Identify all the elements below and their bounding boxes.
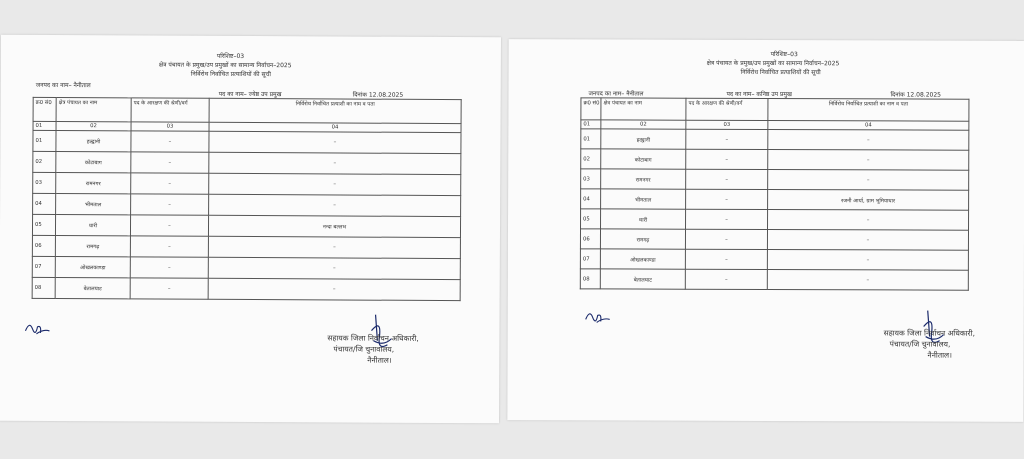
category-cell: – (131, 152, 209, 173)
serial-number-cell: 05 (32, 214, 55, 235)
block-name-cell: धारी (55, 214, 130, 235)
serial-number-cell: 08 (580, 269, 600, 289)
column-number: 02 (56, 121, 131, 130)
block-name-cell: रामगढ़ (55, 235, 130, 256)
candidate-name-cell: नन्दा बल्लभ (208, 215, 460, 237)
serial-number-cell: 01 (581, 129, 601, 149)
block-name-cell: बेतालघाट (55, 277, 130, 298)
block-name-cell: हल्द्वानी (601, 129, 686, 149)
column-number: 04 (209, 122, 461, 132)
table-row (33, 151, 461, 174)
header-serial-number: क्र0 सं0 (581, 98, 601, 120)
candidate-name-cell: – (767, 230, 968, 251)
candidate-name-cell: – (208, 278, 460, 300)
block-name-cell: हल्द्वानी (56, 130, 131, 151)
candidate-name-cell: – (209, 194, 461, 216)
post-name: पद का नाम– ज्येष्ठ उप प्रमुख (218, 90, 282, 99)
table-row (32, 235, 460, 258)
table-row (581, 149, 969, 170)
serial-number-cell: 07 (32, 256, 55, 277)
signature-place: नैनीताल। (367, 355, 392, 365)
district-name: जनपद का नाम– नैनीताल (588, 90, 644, 98)
serial-number-cell: 06 (580, 229, 600, 249)
table-row (580, 269, 968, 290)
category-cell: – (130, 257, 208, 278)
block-name-cell: रामगढ़ (600, 229, 685, 249)
table-header-row (581, 98, 969, 121)
candidate-name-cell: – (767, 270, 968, 291)
appendix-label: परिशिष्ट–03 (770, 51, 798, 59)
candidate-name-cell: – (209, 131, 461, 153)
block-name-cell: कोटाबाग (601, 149, 686, 169)
block-name-cell: रामनगर (56, 172, 131, 193)
serial-number-cell: 06 (32, 235, 55, 256)
table-row (32, 214, 460, 237)
column-number: 02 (601, 120, 686, 129)
header-reservation-category: पद के आरक्षण की श्रेणी/वर्ग (686, 98, 768, 120)
block-name-cell: रामनगर (601, 169, 686, 189)
category-cell: – (686, 149, 768, 169)
category-cell: – (130, 236, 208, 257)
header-serial-number: क्र0 सं0 (33, 97, 56, 121)
table-row (33, 193, 461, 216)
table-row (581, 189, 969, 210)
category-cell: – (686, 129, 768, 149)
appendix-label: परिशिष्ट–03 (216, 52, 245, 60)
document-date: दिनांक 12.08.2025 (890, 91, 941, 99)
initials-scribble (23, 317, 53, 341)
block-name-cell: ओखलकाण्डा (55, 256, 130, 277)
header-block-name: क्षेत्र पंचायत का नाम (601, 98, 686, 120)
serial-number-cell: 07 (580, 249, 600, 269)
table-row (580, 249, 968, 270)
serial-number-cell: 03 (581, 169, 601, 189)
block-name-cell: कोटाबाग (56, 151, 131, 172)
post-name: पद का नाम– कनिष्ठ उप प्रमुख (726, 90, 792, 99)
category-cell: – (685, 229, 767, 249)
signature-designation: सहायक जिला निर्वाचन अधिकारी, (883, 328, 975, 338)
category-cell: – (686, 169, 768, 189)
category-cell: – (130, 215, 208, 236)
header-candidate-name: निर्विरोध निर्वाचित प्रत्याशी का नाम व पता (209, 98, 461, 123)
document-page-left (0, 35, 501, 424)
block-name-cell: भीमताल (601, 189, 686, 209)
column-number: 03 (686, 120, 768, 129)
table-row (33, 130, 461, 153)
document-date: दिनांक 12.08.2025 (352, 91, 404, 99)
candidate-name-cell: – (768, 170, 969, 191)
serial-number-cell: 08 (32, 277, 55, 298)
candidate-name-cell: – (209, 152, 461, 174)
header-candidate-name: निर्विरोध निर्वाचित प्रत्याशी का नाम व पता (768, 99, 969, 122)
category-cell: – (685, 269, 767, 289)
category-cell: – (131, 194, 209, 215)
document-title: क्षेत्र पंचायत के प्रमुख/उप प्रमुखों का सामान्य निर्वाचन–2025 (158, 61, 292, 70)
signature-designation: सहायक जिला निर्वाचन अधिकारी, (327, 333, 419, 343)
category-cell: – (131, 131, 209, 152)
candidate-name-cell: – (209, 173, 461, 195)
candidates-table (32, 97, 462, 301)
table-row (33, 172, 461, 195)
column-number: 01 (33, 121, 56, 130)
block-name-cell: भीमताल (56, 193, 131, 214)
block-name-cell: बेतालघाट (600, 269, 685, 289)
table-row (580, 229, 968, 250)
table-row (581, 169, 969, 190)
column-number: 01 (581, 120, 601, 129)
signature-office: पंचायत/जि चुनावालय, (333, 344, 395, 354)
table-row (32, 277, 460, 300)
candidate-name-cell: – (768, 210, 969, 231)
column-number: 04 (768, 121, 969, 131)
signature-office: पंचायत/जि चुनावालय, (889, 339, 951, 349)
serial-number-cell: 04 (581, 189, 601, 209)
document-title: क्षेत्र पंचायत के प्रमुख/उप प्रमुखों का सामान्य निर्वाचन–2025 (706, 59, 840, 68)
candidate-name-cell: रजनी आर्या, ग्राम भूमियाधार (768, 190, 969, 211)
serial-number-cell: 04 (33, 193, 56, 214)
table-body (580, 129, 969, 290)
document-subtitle: निर्विरोध निर्वाचित प्रत्याशियों की सूची (190, 70, 271, 79)
candidate-name-cell: – (768, 130, 969, 151)
header-reservation-category: पद के आरक्षण की श्रेणी/वर्ग (131, 98, 209, 122)
document-page-right (507, 39, 1024, 422)
district-name: जनपद का नाम– नैनीताल (35, 81, 91, 90)
candidate-name-cell: – (208, 236, 460, 258)
candidate-name-cell: – (208, 257, 460, 279)
table-header-row (33, 97, 461, 123)
initials-scribble (584, 305, 614, 329)
table-row (581, 129, 969, 150)
table-body (32, 130, 461, 300)
serial-number-cell: 02 (33, 151, 56, 172)
serial-number-cell: 02 (581, 149, 601, 169)
candidate-name-cell: – (767, 250, 968, 271)
category-cell: – (686, 209, 768, 229)
serial-number-cell: 05 (581, 209, 601, 229)
category-cell: – (685, 249, 767, 269)
candidates-table (580, 97, 970, 290)
header-block-name: क्षेत्र पंचायत का नाम (56, 97, 131, 121)
serial-number-cell: 03 (33, 172, 56, 193)
column-number: 03 (131, 122, 209, 131)
table-row (581, 209, 969, 230)
candidate-name-cell: – (768, 150, 969, 171)
category-cell: – (686, 189, 768, 209)
block-name-cell: ओखलकाण्डा (600, 249, 685, 269)
table-row (32, 256, 460, 279)
category-cell: – (131, 173, 209, 194)
block-name-cell: धारी (601, 209, 686, 229)
category-cell: – (130, 278, 208, 299)
document-subtitle: निर्विरोध निर्वाचित प्रत्याशियों की सूची (740, 68, 821, 77)
serial-number-cell: 01 (33, 130, 56, 151)
signature-place: नैनीताल। (927, 350, 953, 360)
